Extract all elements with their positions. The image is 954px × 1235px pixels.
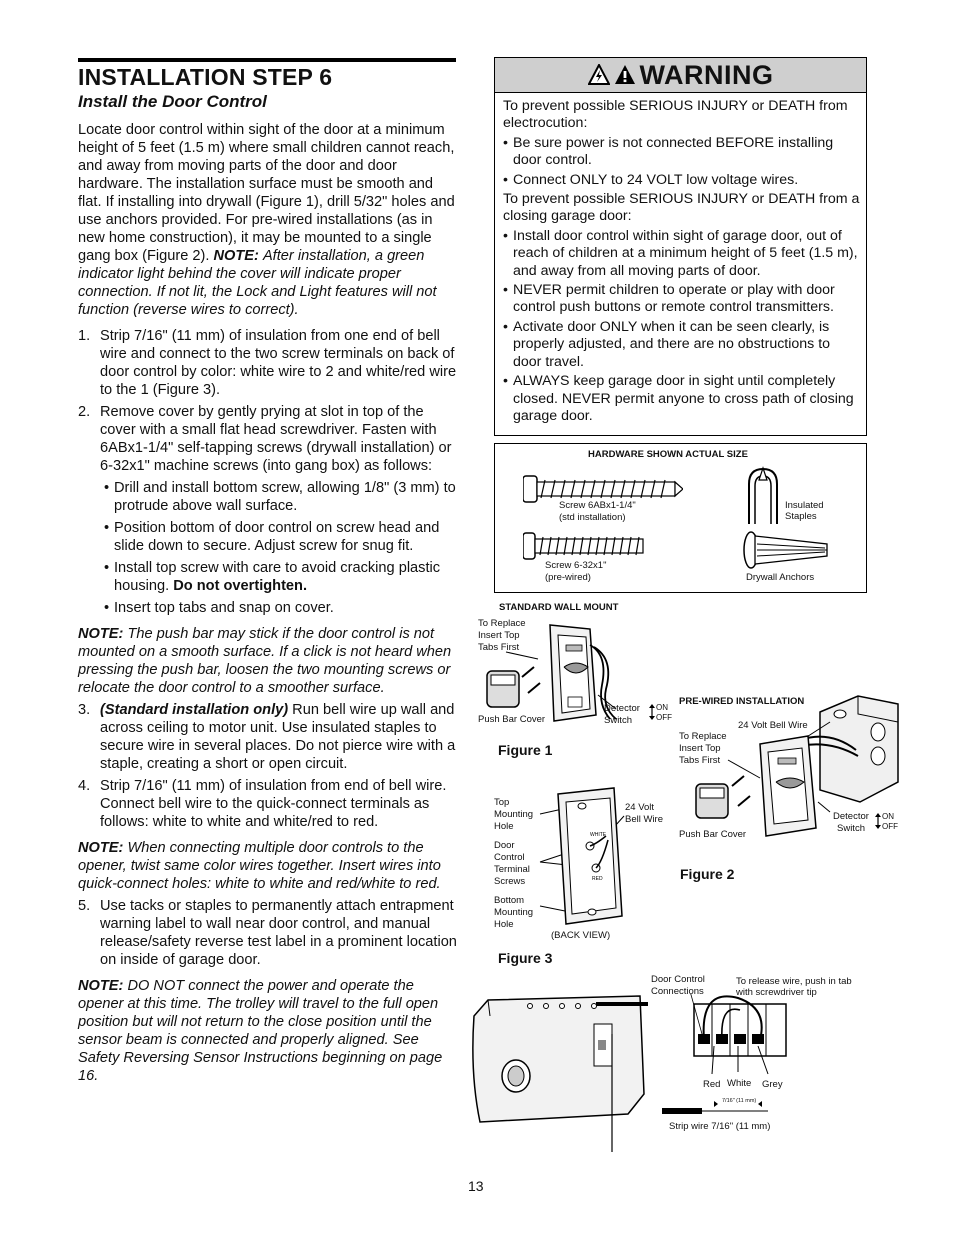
hardware-title: HARDWARE SHOWN ACTUAL SIZE xyxy=(588,449,748,460)
on-label: ON xyxy=(656,703,668,712)
bell-wire-label-1: 24 Volt xyxy=(625,802,655,813)
staples-label-1: Insulated xyxy=(785,500,824,511)
standard-mount-title: STANDARD WALL MOUNT xyxy=(499,602,619,613)
warning-box xyxy=(494,57,867,436)
note-label: NOTE: xyxy=(213,248,259,264)
on-off-arrow-icon xyxy=(874,813,882,829)
step-text: Strip 7/16" (11 mm) of insulation from one end of bell wire and connect to the two screw terminals on back of door control by color: white wire to 2 and white/red wire to the 1 (Figure 3). xyxy=(100,328,457,398)
bottom-hole-label-1: Bottom xyxy=(494,895,525,906)
release-label-1: To release wire, push in tab xyxy=(736,976,852,987)
heading-rule xyxy=(78,58,456,62)
screw-6-32-icon xyxy=(523,532,645,560)
warning-header xyxy=(495,58,866,93)
note-text: After installation, a green indicator light behind the cover will indicate proper connection. If not lit, the Lock and Light features will not function (reverse wires to correct). xyxy=(78,248,437,318)
staples-label-2: Staples xyxy=(785,511,817,522)
insulated-staple-icon xyxy=(745,466,781,526)
push-bar-label: Push Bar Cover xyxy=(679,829,747,840)
intro-text: Locate door control within sight of the door at a minimum height of 5 feet (1.5 m) where small children cannot reach, and away from moving parts of the door and door hardware. The installation surface must be smooth and flat. If installing into drywall (Figure 1), drill 5/32" holes and use anchors provided. For pre-wired installations (as in new home construction), it may be mounted to a single gang box (Figure 2). xyxy=(78,122,455,264)
terminal-label-1: Door xyxy=(494,840,515,851)
prewired-title: PRE-WIRED INSTALLATION xyxy=(679,696,805,707)
replace-label-1: To Replace xyxy=(478,618,526,629)
step-1 xyxy=(78,327,458,399)
figure-1-label: Figure 1 xyxy=(498,742,553,758)
instructions-column xyxy=(78,121,458,1089)
screw1-sublabel: (std installation) xyxy=(559,512,626,523)
bottom-hole-label-2: Mounting xyxy=(494,907,534,918)
top-hole-label-2: Mounting xyxy=(494,809,534,820)
bullet-3: • Install top screw with care to avoid cracking plastic housing. Do not overtighten. xyxy=(104,560,441,594)
note-2 xyxy=(78,625,458,697)
svg-text:RED: RED xyxy=(592,876,603,882)
strip-length-small-label: 7/16" (11 mm) xyxy=(722,1098,757,1104)
warning-bullet: • Be sure power is not connected BEFORE installing door control. xyxy=(503,134,834,169)
bullet-bold-text: Do not overtighten. xyxy=(173,578,308,594)
note-label: NOTE: xyxy=(78,978,124,994)
warning-bullet: • ALWAYS keep garage door in sight until completely closed. NEVER permit anyone to cross path of closing garage door. xyxy=(503,373,854,424)
detector-label-2: Switch xyxy=(837,823,865,834)
note-text: The push bar may stick if the door control is not mounted on a smooth surface. If a click is not heard when pressing the push bar, loosen the two mounting screws or relocate the door control to a smoother surface. xyxy=(78,626,452,696)
step-number: 4. xyxy=(78,778,91,794)
bullet-text: Install top screw with care to avoid cracking plastic housing. xyxy=(114,560,441,594)
warning-paragraph: To prevent possible SERIOUS INJURY or DEATH from a closing garage door: xyxy=(503,191,860,225)
bell-wire-label-2: Bell Wire xyxy=(625,814,664,825)
terminal-label-4: Screws xyxy=(494,876,526,887)
step-number: 3. xyxy=(78,702,91,718)
drywall-anchor-icon xyxy=(743,530,829,570)
replace-label-1: To Replace xyxy=(679,731,727,742)
release-label-2: with screwdriver tip xyxy=(736,987,817,998)
section-subtitle: Install the Door Control xyxy=(78,92,267,111)
intro-paragraph xyxy=(78,121,458,319)
step-number: 2. xyxy=(78,404,91,420)
warning-title: WARNING xyxy=(639,59,774,90)
hardware-box xyxy=(494,443,867,593)
top-hole-label-1: Top xyxy=(494,797,510,808)
grey-wire-label: Grey xyxy=(762,1079,783,1090)
on-label: ON xyxy=(882,812,894,821)
red-wire-label: Red xyxy=(703,1079,721,1090)
warning-body xyxy=(503,98,860,427)
back-view-illustration xyxy=(536,786,646,930)
bottom-hole-label-3: Hole xyxy=(494,919,514,930)
detector-label-1: Detector xyxy=(604,703,640,714)
bullet-text: Position bottom of door control on screw head and slide down to secure. Adjust screw for snug fit. xyxy=(114,520,440,554)
warning-bullet: • Install door control within sight of garage door, out of reach of children at a minimum height of 5 feet (1.5 m), and away from all moving parts of door. xyxy=(503,227,858,279)
on-off-arrow-icon xyxy=(648,704,656,720)
step-text: Strip 7/16" (11 mm) of insulation from end of bell wire. Connect bell wire to the quick-connect terminals as follows: white to white and white/red to red. xyxy=(100,778,447,830)
screw2-label: Screw 6-32x1" xyxy=(545,560,607,571)
note-label: NOTE: xyxy=(78,840,124,856)
note-3 xyxy=(78,839,458,893)
anchors-label: Drywall Anchors xyxy=(746,572,815,583)
svg-text:WHITE: WHITE xyxy=(590,832,607,838)
screw2-sublabel: (pre-wired) xyxy=(545,572,591,583)
step-number: 5. xyxy=(78,898,91,914)
warning-paragraph: To prevent possible SERIOUS INJURY or DEATH from electrocution: xyxy=(503,98,848,132)
top-hole-label-3: Hole xyxy=(494,821,514,832)
warning-bullet: • NEVER permit children to operate or play with door control push buttons or remote control transmitters. xyxy=(503,282,835,316)
white-wire-label: White xyxy=(727,1078,752,1089)
connections-label-1: Door Control xyxy=(651,974,705,985)
warning-bullet: • Activate door ONLY when it can be seen clearly, is properly adjusted, and there are no obstructions to door travel. xyxy=(503,318,831,370)
terminal-label-2: Control xyxy=(494,852,525,863)
step-2 xyxy=(78,403,458,475)
electrical-hazard-icon xyxy=(588,64,610,86)
figure-3-label: Figure 3 xyxy=(498,950,553,966)
back-view-label: (BACK VIEW) xyxy=(551,930,611,941)
warning-bullet: • Connect ONLY to 24 VOLT low voltage wires. xyxy=(503,171,799,188)
step-text: Run bell wire up wall and across ceiling to motor unit. Use insulated staples to secure wire in several places. Do not pierce wire with a staple, creating a short or open circuit. xyxy=(100,702,456,772)
push-bar-label: Push Bar Cover xyxy=(478,714,546,725)
bullet-text: Drill and install bottom screw, allowing 1/8" (3 mm) to protrude above wall surface. xyxy=(114,480,456,514)
replace-label-2: Insert Top xyxy=(679,743,721,754)
bullet-text: Insert top tabs and snap on cover. xyxy=(114,600,334,616)
figure-2-label: Figure 2 xyxy=(680,866,735,882)
warning-triangle-icon xyxy=(614,64,636,86)
bell-wire-label: 24 Volt Bell Wire xyxy=(738,720,808,731)
note-label: NOTE: xyxy=(78,626,124,642)
page-number: 13 xyxy=(468,1178,484,1194)
step-text: Remove cover by gently prying at slot in top of the cover with a small flat head screwdriver. Fasten with 6ABx1-1/4" self-tapping screws (drywall installation) or 6-32x1" machine screws (into gang box) as follows: xyxy=(100,404,452,474)
note-4 xyxy=(78,977,458,1085)
detector-label-2: Switch xyxy=(604,715,632,726)
replace-label-2: Insert Top xyxy=(478,630,520,641)
step-number: 1. xyxy=(78,328,91,344)
replace-label-3: Tabs First xyxy=(478,642,520,653)
step-emphasis: (Standard installation only) xyxy=(100,702,289,718)
page-title: INSTALLATION STEP 6 xyxy=(78,64,333,90)
bullet-1: • Drill and install bottom screw, allowing 1/8" (3 mm) to protrude above wall surface. xyxy=(104,479,458,515)
bullet-4: • Insert top tabs and snap on cover. xyxy=(104,599,458,617)
off-label: OFF xyxy=(882,822,898,831)
off-label: OFF xyxy=(656,713,672,722)
screw1-label: Screw 6ABx1-1/4" xyxy=(559,500,636,511)
note-text: When connecting multiple door controls to the opener, twist same color wires together. Insert wires into quick-connect holes: white to white and red/white to red. xyxy=(78,840,441,892)
detector-label-1: Detector xyxy=(833,811,869,822)
replace-label-3: Tabs First xyxy=(679,755,721,766)
note-text: DO NOT connect the power and operate the opener at this time. The trolley will travel to the full open position but will not return to the close position until the sensor beam is connected and properly aligned. See Safety Reversing Sensor Instructions beginning on page 16. xyxy=(78,978,443,1084)
terminal-label-3: Terminal xyxy=(494,864,530,875)
strip-wire-label: Strip wire 7/16" (11 mm) xyxy=(669,1121,771,1132)
step-4 xyxy=(78,777,458,831)
step-5 xyxy=(78,897,458,969)
bullet-2: • Position bottom of door control on screw head and slide down to secure. Adjust screw for snug fit. xyxy=(104,519,458,555)
step-3 xyxy=(78,701,458,773)
step-text: Use tacks or staples to permanently attach entrapment warning label to wall near door control, and manual release/safety reverse test label in a prominent location on inside of garage door. xyxy=(100,898,457,968)
connections-label-2: Connections xyxy=(651,986,704,997)
